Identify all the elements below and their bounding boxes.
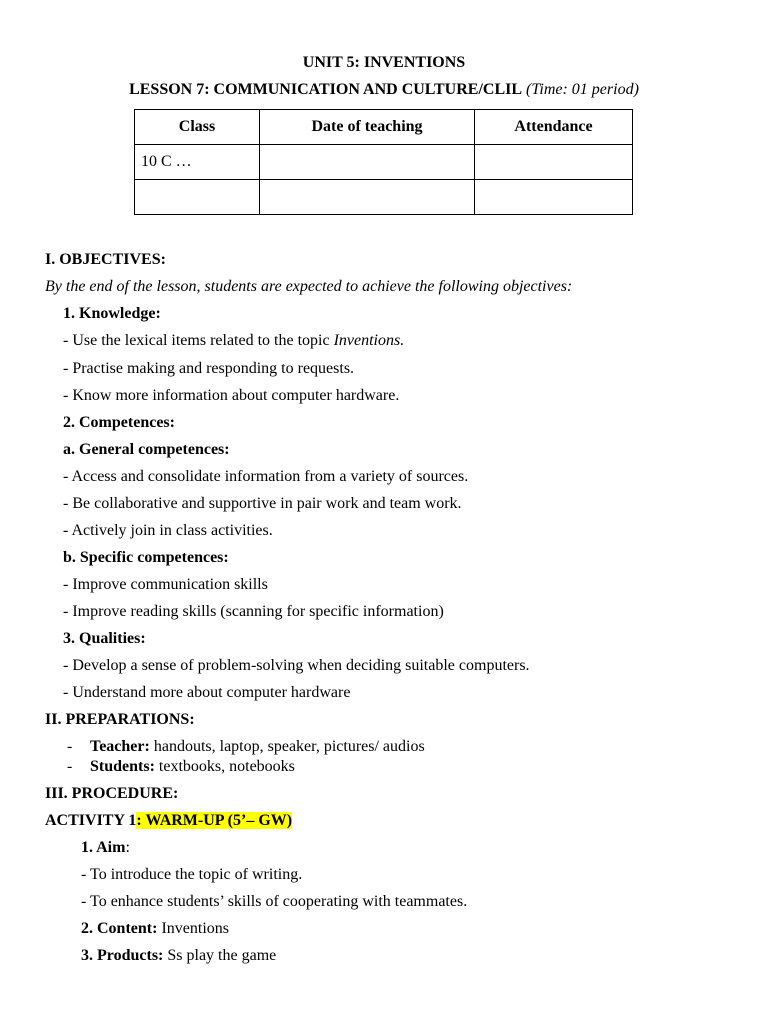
table-cell (135, 180, 260, 215)
products-line (81, 946, 276, 966)
general-competences-heading: a. General competences: (63, 441, 230, 458)
general-competence-item: - Actively join in class activities. (63, 522, 273, 539)
preparation-item-students (67, 757, 295, 777)
general-competence-item: - Access and consolidate information from a variety of sources. (63, 468, 469, 485)
activity-label: ACTIVITY 1 (45, 812, 137, 829)
lesson-title-line (0, 80, 768, 100)
procedure-heading: III. PROCEDURE: (45, 785, 179, 802)
knowledge-heading: 1. Knowledge: (63, 305, 161, 322)
specific-competences-heading: b. Specific competences: (63, 549, 229, 566)
attendance-table (134, 109, 633, 215)
preparations-heading: II. PREPARATIONS: (45, 711, 195, 728)
table-cell (260, 145, 475, 180)
aim-label: 1. Aim (81, 839, 126, 856)
table-cell (475, 180, 633, 215)
table-header-class: Class (135, 110, 260, 145)
activity-highlight: : WARM-UP (5’– GW) (136, 812, 293, 829)
knowledge-item: - Practise making and responding to requests. (63, 360, 355, 377)
teacher-label: Teacher: (90, 738, 150, 755)
table-row (135, 145, 633, 180)
aim-item: - To introduce the topic of writing. (81, 866, 303, 883)
content-text: Inventions (157, 920, 229, 937)
table-row (135, 180, 633, 215)
table-cell (260, 180, 475, 215)
knowledge-item (63, 331, 404, 351)
content-label: 2. Content: (81, 920, 158, 937)
knowledge-item-text: - Use the lexical items related to the topic (63, 332, 334, 349)
teacher-text: handouts, laptop, speaker, pictures/ audios (149, 738, 425, 755)
quality-item: - Develop a sense of problem-solving when deciding suitable computers. (63, 657, 530, 674)
students-label: Students: (90, 758, 155, 775)
bullet-dash: - (67, 738, 73, 755)
objectives-heading: I. OBJECTIVES: (45, 251, 166, 268)
qualities-heading: 3. Qualities: (63, 630, 146, 647)
bullet-dash: - (67, 758, 73, 775)
quality-item: - Understand more about computer hardware (63, 684, 351, 701)
activity-heading (45, 811, 292, 831)
specific-competence-item: - Improve reading skills (scanning for specific information) (63, 603, 444, 620)
aim-heading (81, 838, 130, 858)
preparation-item-teacher (67, 737, 425, 757)
table-header-row (135, 110, 633, 145)
products-text: Ss play the game (163, 947, 277, 964)
table-cell (475, 145, 633, 180)
aim-item: - To enhance students’ skills of cooperating with teammates. (81, 893, 468, 910)
knowledge-item: - Know more information about computer hardware. (63, 387, 400, 404)
objectives-intro: By the end of the lesson, students are expected to achieve the following objectives: (45, 278, 573, 295)
lesson-title: LESSON 7: COMMUNICATION AND CULTURE/CLIL (129, 81, 523, 98)
students-text: textbooks, notebooks (154, 758, 295, 775)
aim-colon: : (125, 839, 130, 856)
lesson-time: (Time: 01 period) (526, 81, 639, 98)
table-header-attendance: Attendance (475, 110, 633, 145)
general-competence-item: - Be collaborative and supportive in pair work and team work. (63, 495, 462, 512)
competences-heading: 2. Competences: (63, 414, 175, 431)
knowledge-item-topic: Inventions. (333, 332, 405, 349)
unit-title: UNIT 5: INVENTIONS (302, 54, 466, 71)
table-header-date: Date of teaching (260, 110, 475, 145)
products-label: 3. Products: (81, 947, 164, 964)
specific-competence-item: - Improve communication skills (63, 576, 268, 593)
table-cell: 10 C … (135, 145, 260, 180)
content-line (81, 919, 229, 939)
